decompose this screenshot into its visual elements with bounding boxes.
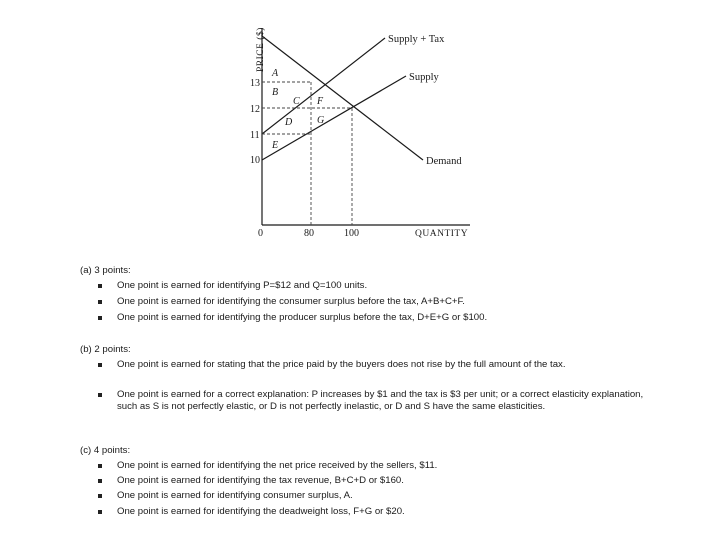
supply-label: Supply [409, 72, 439, 83]
bullet-marker [98, 460, 106, 472]
bullet-marker [98, 490, 106, 502]
area-label-b: B [272, 87, 279, 98]
y-tick-12: 12 [250, 104, 260, 115]
x-tick-100: 100 [344, 228, 359, 239]
demand-label: Demand [426, 156, 462, 167]
bullet-marker [98, 296, 106, 308]
bullet-marker [98, 506, 106, 518]
bullet-marker [98, 359, 106, 371]
section-b-item-2: One point is earned for a correct explanation: P increases by $1 and the tax is $3 per unit; or a correct elasticity explanation, such as S is not perfectly elastic, or D is not perfectly inelastic, or D and S have the same elasticities. [117, 389, 644, 412]
y-axis-label: PRICE ($) [256, 27, 266, 72]
area-label-g: G [317, 115, 325, 126]
demand-curve [262, 36, 423, 160]
bullet-marker [98, 475, 106, 487]
bullet-marker [98, 312, 106, 324]
section-c-item-2: One point is earned for identifying the tax revenue, B+C+D or $160. [117, 475, 404, 486]
supply-curve [262, 76, 406, 160]
y-tick-13: 13 [250, 78, 260, 89]
supply-tax-label: Supply + Tax [388, 34, 445, 45]
y-tick-10: 10 [250, 155, 260, 166]
x-tick-0: 0 [258, 228, 263, 239]
area-label-d: D [285, 117, 293, 128]
section-c-item-1: One point is earned for identifying the net price received by the sellers, $11. [117, 460, 438, 471]
x-tick-80: 80 [304, 228, 314, 239]
section-c-item-4: One point is earned for identifying the deadweight loss, F+G or $20. [117, 506, 405, 517]
supply-demand-graph [0, 0, 720, 250]
area-label-a: A [272, 68, 279, 79]
section-b-item-1: One point is earned for stating that the price paid by the buyers does not rise by the full amount of the tax. [117, 359, 566, 370]
y-tick-11: 11 [250, 130, 260, 141]
area-label-c: C [293, 96, 300, 107]
section-b-heading: (b) 2 points: [80, 344, 131, 355]
area-label-e: E [272, 140, 279, 151]
area-label-f: F [317, 96, 324, 107]
section-a-heading: (a) 3 points: [80, 265, 131, 276]
section-c-item-3: One point is earned for identifying consumer surplus, A. [117, 490, 353, 501]
section-a-item-3: One point is earned for identifying the producer surplus before the tax, D+E+G or $100. [117, 312, 488, 323]
section-c-heading: (c) 4 points: [80, 445, 131, 456]
section-a-item-1: One point is earned for identifying P=$12 and Q=100 units. [117, 280, 368, 291]
section-a-item-2: One point is earned for identifying the consumer surplus before the tax, A+B+C+F. [117, 296, 465, 307]
bullet-marker [98, 280, 106, 292]
bullet-marker [98, 389, 106, 401]
x-axis-label: QUANTITY [415, 229, 469, 239]
